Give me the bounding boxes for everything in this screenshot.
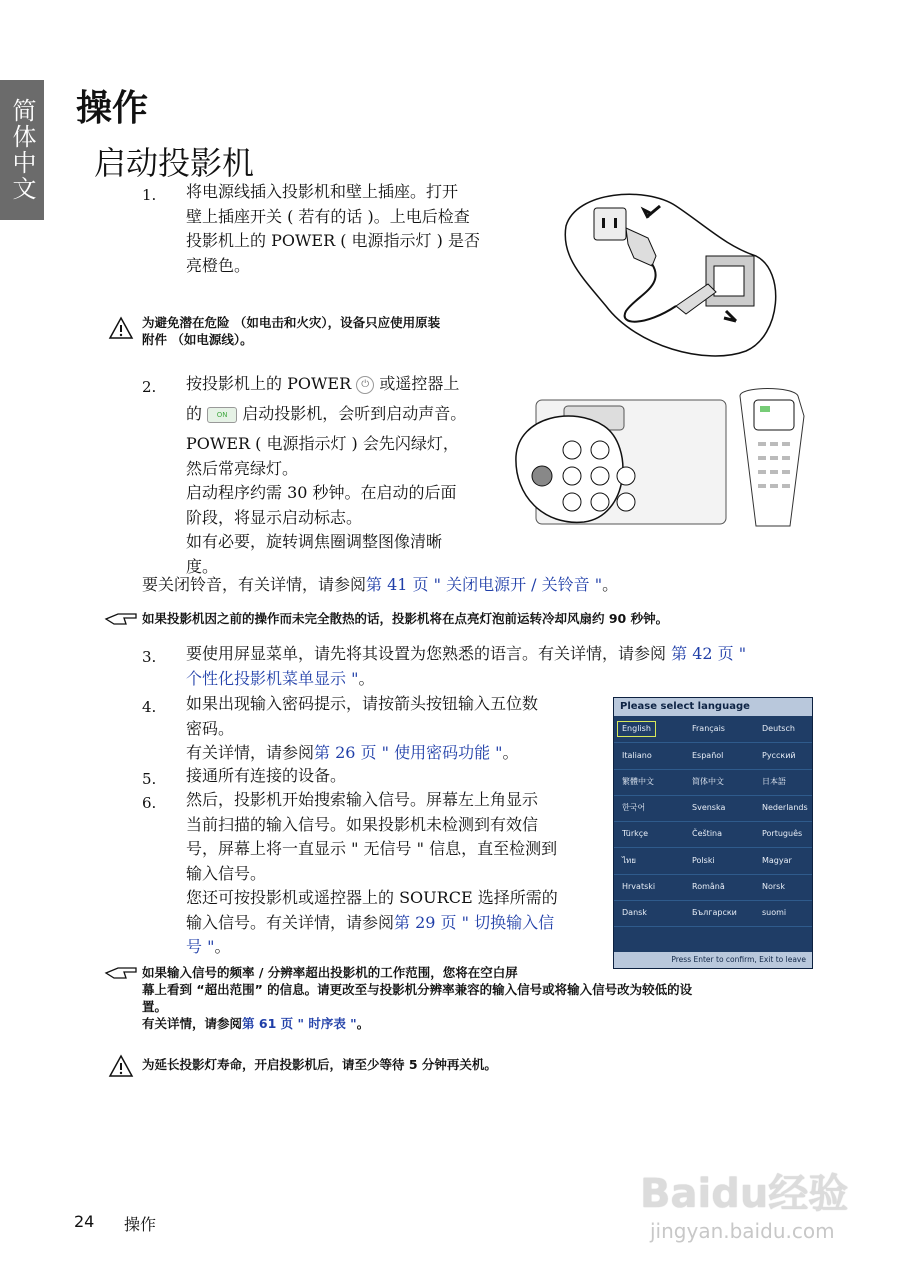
text-span: 要使用屏显菜单，请先将其设置为您熟悉的语言。有关详情，请参阅 [186,644,667,663]
menu-row [614,900,812,927]
text-line: POWER ( 电源指示灯 ) 会先闪绿灯， [186,434,459,453]
text-line: 将电源线插入投影机和壁上插座。打开 [186,182,459,201]
lang-option[interactable]: 한국어 [622,803,646,812]
cooling-note: 如果投影机因之前的操作而未完全散热的话，投影机将在点亮灯泡前运转冷却风扇约 90 秒钟。 [142,611,669,626]
mute-instruction [142,573,842,598]
text-span: 有关详情，请参阅 [186,743,315,762]
text-line [186,741,606,766]
lang-option[interactable]: Čeština [692,829,723,838]
step-1-text [186,180,516,278]
text-line [186,402,506,432]
warning-icon [108,316,134,340]
section-title: 启动投影机 [94,144,255,182]
lang-option[interactable]: Italiano [622,751,652,760]
step-3-text [186,642,826,691]
lang-option[interactable]: Hrvatski [622,882,656,891]
footer-label: 操作 [124,1215,157,1234]
baidu-watermark [640,1162,870,1243]
text-span: 输入信号。有关详情，请参阅 [186,912,395,932]
text-span: 要关闭铃音，有关详情，请参阅 [142,575,367,594]
on-button-icon: ON [207,407,237,423]
text-line [186,642,826,667]
text-line: 为避免潜在危险 （如电击和火灾），设备只应使用原装 [142,315,441,330]
text-span: 。 [356,1016,370,1031]
text-line: 幕上看到 “超出范围” 的信息。请更改至与投影机分辨率兼容的输入信号或将输入信号改为较低的设 [142,982,693,997]
text-line [186,935,606,960]
lang-option-selected[interactable]: English [618,722,655,736]
text-span: 。 [214,937,231,956]
text-line: 度。 [186,556,219,576]
timing-page-link[interactable]: 第 61 页 " 时序表 " [242,1016,357,1031]
text-line: 投影机上的 POWER ( 电源指示灯 ) 是否 [186,231,480,250]
page-number: 24 [74,1212,95,1231]
note-hand-icon [104,610,138,628]
text-line: 号，屏幕上将一直显示 " 无信号 " 信息，直至检测到 [186,839,558,858]
menu-row [614,874,812,901]
menu-row [614,743,812,770]
step-number: 2. [142,378,157,396]
text-line: 如有必要，旋转调焦圈调整图像清晰 [186,532,443,551]
lang-option[interactable]: Dansk [622,908,647,917]
text-line: 阶段，将显示启动标志。 [186,507,363,527]
text-line [186,372,506,402]
out-of-range-note [142,964,822,1032]
menu-page-link[interactable]: 第 42 页 " [671,644,747,663]
text-line: 密码。 [186,718,235,738]
step-number: 3. [142,648,157,666]
menu-row [614,848,812,875]
step-4-text [186,692,606,766]
text-line: 如果出现输入密码提示，请按箭头按钮输入五位数 [186,694,539,713]
lang-option[interactable]: Български [692,908,737,917]
source-page-link-cont[interactable]: 号 " [186,937,215,956]
lang-option[interactable]: Magyar [762,856,792,865]
projector-remote-illustration [514,386,806,532]
lang-option[interactable]: Español [692,751,724,760]
text-span: 的 [186,404,203,423]
lang-option[interactable]: 日本語 [762,777,786,786]
text-span: 。 [502,743,519,762]
lang-option[interactable]: Русский [762,751,796,760]
lang-option[interactable]: ไทย [622,856,636,865]
power-plug-illustration [556,186,782,358]
lang-option[interactable]: Deutsch [762,724,795,733]
menu-row [614,821,812,848]
watermark-url: jingyan.baidu.com [650,1219,835,1243]
menu-header: Please select language [614,698,812,716]
lang-option[interactable]: 繁體中文 [622,777,654,786]
text-line: 输入信号。 [186,863,267,883]
text-span: 。 [602,575,619,594]
note-hand-icon [104,964,138,982]
source-page-link[interactable]: 第 29 页 " 切换输入信 [394,912,555,932]
lang-option[interactable]: Română [692,882,725,891]
step-2-text [186,372,506,579]
language-side-tab: 简体中文 [0,80,44,220]
text-span: 。 [358,668,375,688]
step-number: 5. [142,770,157,788]
lang-option[interactable]: Türkçe [622,829,649,838]
lang-option[interactable]: Svenska [692,803,726,812]
text-line [186,667,826,692]
text-span: 或遥控器上 [379,374,460,393]
text-line: 您还可按投影机或遥控器上的 SOURCE 选择所需的 [186,888,558,907]
lang-option[interactable]: suomi [762,908,787,917]
lang-option[interactable]: Nederlands [762,803,808,812]
step-number: 6. [142,794,157,812]
menu-footer-text: Press Enter to confirm, Exit to leave [671,955,806,964]
lamp-life-warning: 为延长投影灯寿命，开启投影机后，请至少等待 5 分钟再关机。 [142,1057,497,1072]
language-select-menu [613,697,813,969]
lang-option[interactable]: Português [762,829,803,838]
menu-row [614,769,812,796]
lang-option[interactable]: Polski [692,856,715,865]
warning-icon [108,1054,134,1078]
menu-page-link-cont[interactable]: 个性化投影机菜单显示 " [186,668,359,688]
power-icon: ⏻ [356,376,374,394]
text-line: 置。 [142,999,168,1014]
text-span: 按投影机上的 POWER [186,374,352,393]
text-line: 然后，投影机开始搜索输入信号。屏幕左上角显示 [186,790,539,809]
password-page-link[interactable]: 第 26 页 " 使用密码功能 " [314,743,503,762]
text-line: 启动程序约需 30 秒钟。在启动的后面 [186,483,457,502]
lang-option[interactable]: Norsk [762,882,785,891]
mute-page-link[interactable]: 第 41 页 " 关闭电源开 / 关铃音 " [366,575,603,594]
warning-text [142,314,522,348]
text-line: 当前扫描的输入信号。如果投影机未检测到有效信 [186,814,539,834]
text-line: 然后常亮绿灯。 [186,458,299,478]
lang-option[interactable]: Français [692,724,725,733]
text-span: 有关详情，请参阅 [142,1016,243,1031]
text-line: 亮橙色。 [186,255,251,275]
text-line: 壁上插座开关 ( 若有的话 )。上电后检查 [186,206,470,226]
text-span: 启动投影机，会听到启动声音。 [242,404,467,423]
menu-row [614,716,812,743]
step-number: 4. [142,698,157,716]
text-line [186,911,606,936]
watermark-brand: Baidu经验 [640,1171,849,1217]
lang-option[interactable]: 简体中文 [692,777,724,786]
text-line: 如果输入信号的频率 / 分辨率超出投影机的工作范围，您将在空白屏 [142,965,518,980]
step-number: 1. [142,186,157,204]
page-title: 操作 [76,88,149,129]
step-5-text: 接通所有连接的设备。 [186,766,347,785]
text-line: 附件 （如电源线）。 [142,332,253,347]
step-6-text [186,788,606,960]
text-line [142,1015,822,1032]
menu-row [614,795,812,822]
